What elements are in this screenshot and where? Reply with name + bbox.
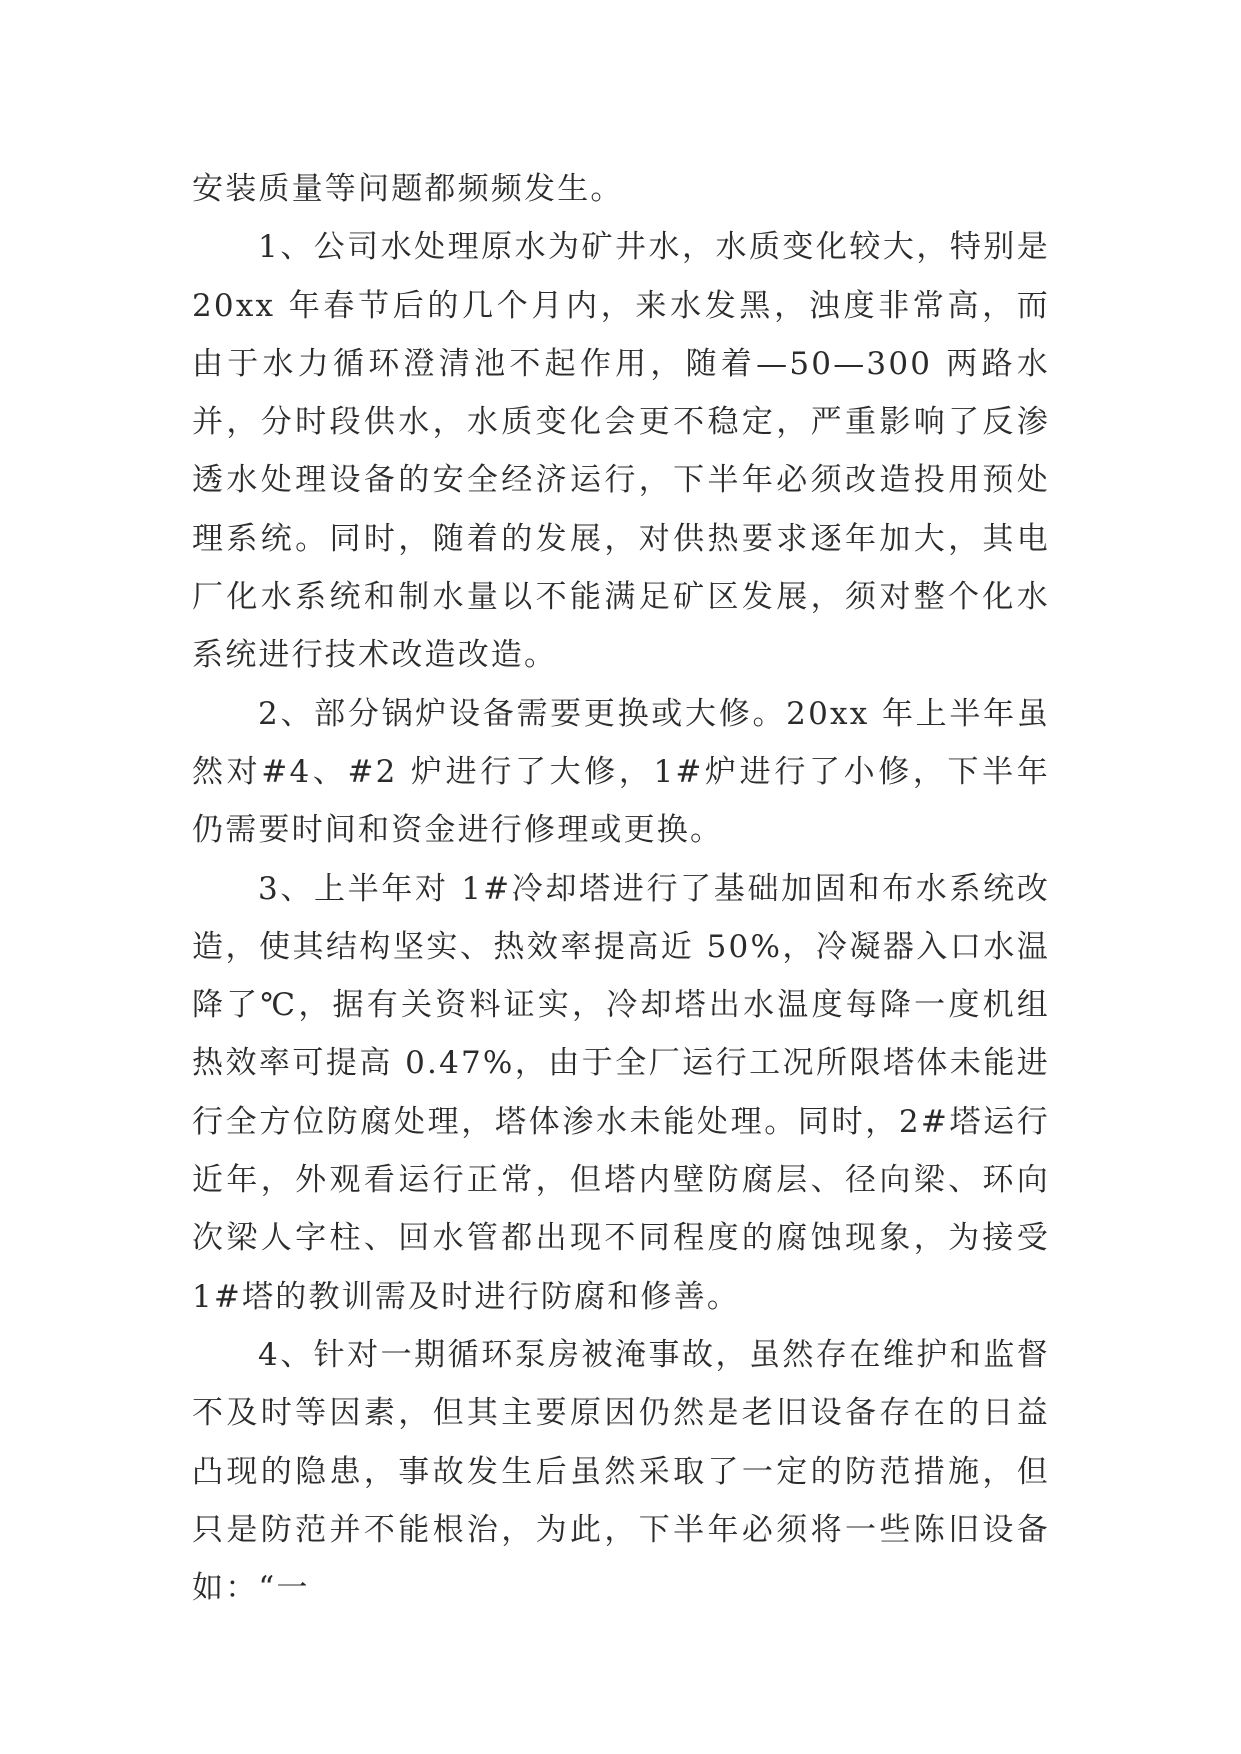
paragraph-item-2: 2、部分锅炉设备需要更换或大修。20xx 年上半年虽然对#4、#2 炉进行了大修，1#炉进行了小修，下半年仍需要时间和资金进行修理或更换。 [192, 695, 1050, 849]
document-body [192, 160, 1050, 1617]
paragraph-item-3: 3、上半年对 1#冷却塔进行了基础加固和布水系统改造，使其结构坚实、热效率提高近 50%，冷凝器入口水温降了℃，据有关资料证实，冷却塔出水温度每降一度机组热效率可提高 0.47%，由于全厂运行工况所限塔体未能进行全方位防腐处理，塔体渗水未能处理。同时，2#塔运行近年，外观看运行正常，但塔内壁防腐层、径向梁、环向次梁人字柱、回水管都出现不同程度的腐蚀现象，为接受 1#塔的教训需及时进行防腐和修善。 [192, 870, 1050, 1315]
paragraph-item-4: 4、针对一期循环泵房被淹事故，虽然存在维护和监督不及时等因素，但其主要原因仍然是老旧设备存在的日益凸现的隐患，事故发生后虽然采取了一定的防范措施，但只是防范并不能根治，为此，下半年必须将一些陈旧设备如：“一 [192, 1336, 1050, 1607]
paragraph-continuation: 安装质量等问题都频频发生。 [192, 171, 624, 207]
paragraph-item-1: 1、公司水处理原水为矿井水，水质变化较大，特别是20xx 年春节后的几个月内，来水发黑，浊度非常高，而由于水力循环澄清池不起作用，随着—50—300 两路水并，分时段供水，水质变化会更不稳定，严重影响了反渗透水处理设备的安全经济运行，下半年必须改造投用预处理系统。同时，随着的发展，对供热要求逐年加大，其电厂化水系统和制水量以不能满足矿区发展，须对整个化水系统进行技术改造改造。 [192, 229, 1050, 674]
